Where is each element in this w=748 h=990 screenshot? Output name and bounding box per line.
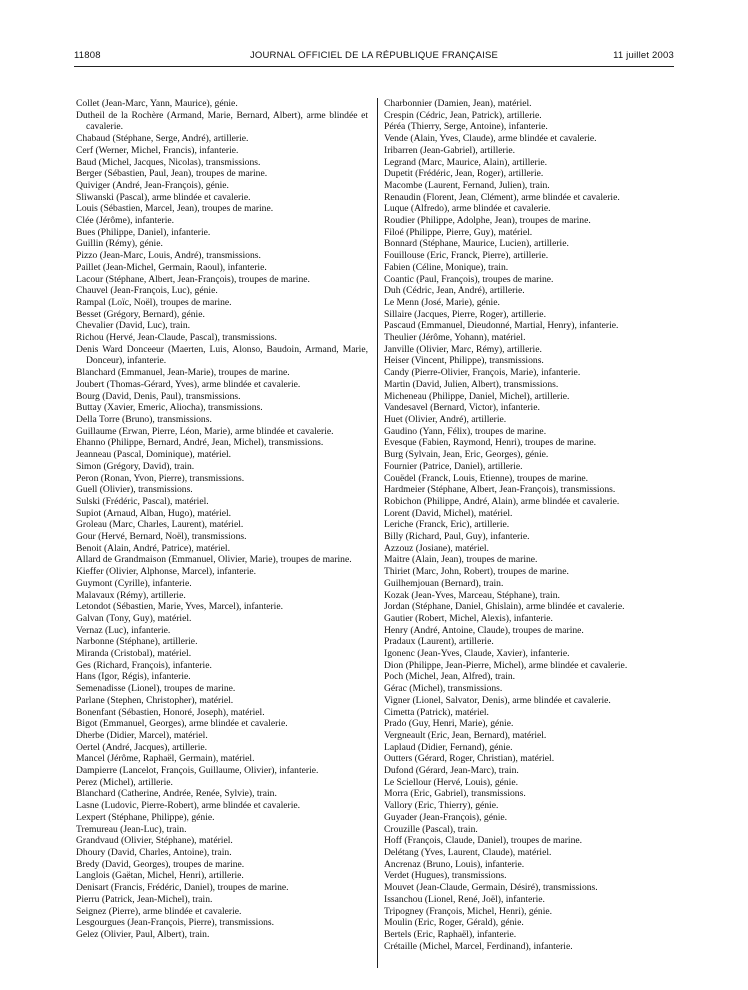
- list-item: Legrand (Marc, Maurice, Alain), artillerie.: [384, 156, 548, 168]
- list-item: Allard de Grandmaison (Emmanuel, Olivier, Marie), troupes de marine.: [76, 554, 352, 566]
- list-item: Parlane (Stephen, Christopher), matériel.: [76, 694, 234, 706]
- list-item: Maitre (Alain, Jean), troupes de marine.: [384, 554, 538, 566]
- list-item: Guell (Olivier), transmissions.: [76, 484, 193, 496]
- list-item: Guilhemjouan (Bernard), train.: [384, 577, 504, 589]
- list-item: Narbonne (Stéphane), artillerie.: [76, 636, 198, 648]
- list-item: Gérac (Michel), transmissions.: [384, 683, 503, 695]
- list-item: Henry (André, Antoine, Claude), troupes de marine.: [384, 624, 584, 636]
- list-item: Outters (Gérard, Roger, Christian), matériel.: [384, 753, 555, 765]
- journal-title: JOURNAL OFFICIEL DE LA RÉPUBLIQUE FRANÇAISE: [249, 50, 499, 61]
- page-number: 11808: [74, 50, 101, 61]
- list-item: Dion (Philippe, Jean-Pierre, Michel), arme blindée et cavalerie.: [384, 659, 628, 671]
- list-item: Jordan (Stéphane, Daniel, Ghislain), arme blindée et cavalerie.: [384, 601, 625, 613]
- list-item: Chabaud (Stéphane, Serge, André), artillerie.: [76, 133, 249, 145]
- list-item: Joubert (Thomas-Gérard, Yves), arme blindée et cavalerie.: [76, 378, 301, 390]
- list-item: Lacour (Stéphane, Albert, Jean-François), troupes de marine.: [76, 273, 310, 285]
- list-item: Filoé (Philippe, Pierre, Guy), matériel.: [384, 226, 533, 238]
- list-item: Cerf (Werner, Michel, Francis), infanterie.: [76, 144, 239, 156]
- list-item: Bonnard (Stéphane, Maurice, Lucien), artillerie.: [384, 238, 569, 250]
- list-item: Renaudin (Florent, Jean, Clément), arme blindée et cavalerie.: [384, 191, 620, 203]
- list-item: Besset (Grégory, Bernard), génie.: [76, 308, 205, 320]
- list-item: Martin (David, Julien, Albert), transmissions.: [384, 378, 559, 390]
- list-item: Quiviger (André, Jean-François), génie.: [76, 179, 229, 191]
- list-item: Benoit (Alain, André, Patrice), matériel.: [76, 542, 230, 554]
- list-item: Simon (Grégory, David), train.: [76, 460, 195, 472]
- list-item: Tremureau (Jean-Luc), train.: [76, 823, 187, 835]
- list-item: Vigner (Lionel, Salvator, Denis), arme blindée et cavalerie.: [384, 694, 611, 706]
- page-header: [74, 50, 674, 67]
- list-item: Malavaux (Rémy), artillerie.: [76, 589, 186, 601]
- list-item: Vernaz (Luc), infanterie.: [76, 624, 171, 636]
- list-item: Berger (Sébastien, Paul, Jean), troupes de marine.: [76, 168, 268, 180]
- list-item: Micheneau (Philippe, Daniel, Michel), artillerie.: [384, 390, 570, 402]
- list-item: Groleau (Marc, Charles, Laurent), matériel.: [76, 519, 244, 531]
- list-item: Bues (Philippe, Daniel), infanterie.: [76, 226, 211, 238]
- list-item: Kozak (Jean-Yves, Marceau, Stéphane), train.: [384, 589, 560, 601]
- list-item: Collet (Jean-Marc, Yann, Maurice), génie.: [76, 98, 238, 109]
- list-item: Mouvet (Jean-Claude, Germain, Désiré), transmissions.: [384, 882, 598, 894]
- list-item: Prado (Guy, Henri, Marie), génie.: [384, 718, 514, 730]
- list-item: Huet (Olivier, André), artillerie.: [384, 413, 507, 425]
- list-item: Langlois (Gaëtan, Michel, Henri), artillerie.: [76, 870, 244, 882]
- list-item: Chevalier (David, Luc), train.: [76, 320, 191, 332]
- list-item: Baud (Michel, Jacques, Nicolas), transmissions.: [76, 156, 261, 168]
- list-item: Sliwanski (Pascal), arme blindée et cavalerie.: [76, 191, 251, 203]
- list-item: Lasne (Ludovic, Pierre-Robert), arme blindée et cavalerie.: [76, 800, 301, 812]
- list-item: Hardmeier (Stéphane, Albert, Jean-François), transmissions.: [384, 484, 616, 496]
- list-item: Vergneault (Eric, Jean, Bernard), matériel.: [384, 729, 547, 741]
- list-item: Denis Ward Donceeur (Maerten, Luis, Alonso, Baudoin, Armand, Marie, Donceur), infanterie.: [76, 343, 368, 367]
- list-item: Fournier (Patrice, Daniel), artillerie.: [384, 460, 523, 472]
- list-item: Sulski (Frédéric, Pascal), matériel.: [76, 495, 209, 507]
- list-item: Mancel (Jérôme, Raphaël, Germain), matériel.: [76, 753, 255, 765]
- list-item: Blanchard (Catherine, Andrée, Renée, Sylvie), train.: [76, 788, 277, 800]
- list-item: Bonenfant (Sébastien, Honoré, Joseph), matériel.: [76, 706, 265, 718]
- list-item: Blanchard (Emmanuel, Jean-Marie), troupes de marine.: [76, 367, 290, 379]
- list-item: Vallory (Eric, Thierry), génie.: [384, 800, 499, 812]
- right-column: [384, 98, 676, 952]
- list-item: Pradaux (Laurent), artillerie.: [384, 636, 494, 648]
- list-item: Pascaud (Emmanuel, Dieudonné, Martial, Henry), infanterie.: [384, 320, 619, 332]
- list-item: Fouillouse (Eric, Franck, Pierre), artillerie.: [384, 250, 549, 262]
- list-item: Poch (Michel, Jean, Alfred), train.: [384, 671, 516, 683]
- list-item: Gaudino (Yann, Félix), troupes de marine.: [384, 425, 547, 437]
- list-item: Guillin (Rémy), génie.: [76, 238, 163, 250]
- list-item: Grandvaud (Olivier, Stéphane), matériel.: [76, 835, 233, 847]
- list-item: Crouzille (Pascal), train.: [384, 823, 478, 835]
- list-item: Supiot (Arnaud, Alban, Hugo), matériel.: [76, 507, 232, 519]
- list-item: Le Sciellour (Hervé, Louis), génie.: [384, 776, 518, 788]
- list-item: Denisart (Francis, Frédéric, Daniel), troupes de marine.: [76, 882, 289, 894]
- list-item: Dhoury (David, Charles, Antoine), train.: [76, 847, 232, 858]
- list-item: Crespin (Cédric, Jean, Patrick), artillerie.: [384, 109, 542, 121]
- list-item: Lexpert (Stéphane, Philippe), génie.: [76, 811, 215, 823]
- list-item: Candy (Pierre-Olivier, François, Marie), infanterie.: [384, 367, 581, 379]
- list-item: Coantic (Paul, François), troupes de marine.: [384, 273, 554, 285]
- list-item: Buttay (Xavier, Emeric, Aliocha), transmissions.: [76, 402, 263, 414]
- list-item: Azzouz (Josiane), matériel.: [384, 542, 489, 554]
- list-item: Thiriet (Marc, John, Robert), troupes de marine.: [384, 566, 569, 578]
- list-item: Seignez (Pierre), arme blindée et cavalerie.: [76, 905, 242, 917]
- list-item: Dufond (Gérard, Jean-Marc), train.: [384, 765, 519, 777]
- list-item: Couëdel (Franck, Louis, Etienne), troupes de marine.: [384, 472, 589, 484]
- list-item: Verdet (Hugues), transmissions.: [384, 870, 507, 882]
- list-item: Guillaume (Erwan, Pierre, Léon, Marie), arme blindée et cavalerie.: [76, 425, 334, 437]
- list-item: Clée (Jérôme), infanterie.: [76, 215, 175, 227]
- list-item: Bourg (David, Denis, Paul), transmissions.: [76, 390, 241, 402]
- list-item: Gelez (Olivier, Paul, Albert), train.: [76, 928, 210, 940]
- list-item: Gautier (Robert, Michel, Alexis), infanterie.: [384, 612, 553, 624]
- list-item: Issanchou (Lionel, René, Joël), infanterie.: [384, 893, 545, 905]
- list-item: Evesque (Fabien, Raymond, Henri), troupes de marine.: [384, 437, 597, 449]
- list-item: Macombe (Laurent, Fernand, Julien), train.: [384, 179, 550, 191]
- list-item: Leriche (Franck, Eric), artillerie.: [384, 519, 510, 531]
- list-item: Billy (Richard, Paul, Guy), infanterie.: [384, 531, 530, 543]
- list-item: Bertels (Eric, Raphaël), infanterie.: [384, 928, 517, 940]
- list-item: Paillet (Jean-Michel, Germain, Raoul), infanterie.: [76, 261, 267, 273]
- list-item: Bigot (Emmanuel, Georges), arme blindée et cavalerie.: [76, 718, 288, 730]
- list-item: Robichon (Philippe, André, Alain), arme blindée et cavalerie.: [384, 495, 620, 507]
- list-item: Dherbe (Didier, Marcel), matériel.: [76, 729, 208, 741]
- list-item: Dutheil de la Rochère (Armand, Marie, Bernard, Albert), arme blindée et cavalerie.: [76, 109, 368, 133]
- list-item: Semenadisse (Lionel), troupes de marine.: [76, 683, 236, 695]
- list-item: Letondot (Sébastien, Marie, Yves, Marcel), infanterie.: [76, 601, 284, 613]
- list-item: Sillaire (Jacques, Pierre, Roger), artillerie.: [384, 308, 546, 320]
- list-item: Theulier (Jérôme, Yohann), matériel.: [384, 332, 526, 344]
- list-item: Guyader (Jean-François), génie.: [384, 811, 508, 823]
- list-item: Oertel (André, Jacques), artillerie.: [76, 741, 208, 753]
- list-item: Richou (Hervé, Jean-Claude, Pascal), transmissions.: [76, 332, 277, 344]
- list-item: Morra (Eric, Gabriel), transmissions.: [384, 788, 526, 800]
- list-item: Luque (Alfredo), arme blindée et cavalerie.: [384, 203, 551, 215]
- list-item: Ges (Richard, François), infanterie.: [76, 659, 212, 671]
- list-item: Heiser (Vincent, Philippe), transmissions.: [384, 355, 544, 367]
- list-item: Pierru (Patrick, Jean-Michel), train.: [76, 893, 213, 905]
- list-item: Burg (Sylvain, Jean, Eric, Georges), génie.: [384, 449, 549, 461]
- list-item: Kieffer (Olivier, Alphonse, Marcel), infanterie.: [76, 566, 257, 578]
- list-item: Le Menn (José, Marie), génie.: [384, 296, 500, 308]
- list-item: Lorent (David, Michel), matériel.: [384, 507, 513, 519]
- list-item: Hans (Igor, Régis), infanterie.: [76, 671, 191, 683]
- list-item: Della Torre (Bruno), transmissions.: [76, 413, 212, 425]
- list-item: Dampierre (Lancelot, François, Guillaume, Olivier), infanterie.: [76, 765, 319, 777]
- list-item: Perez (Michel), artillerie.: [76, 776, 173, 788]
- list-item: Crétaille (Michel, Marcel, Ferdinand), infanterie.: [384, 940, 573, 952]
- list-item: Galvan (Tony, Guy), matériel.: [76, 612, 192, 624]
- list-item: Laplaud (Didier, Fernand), génie.: [384, 741, 513, 753]
- list-item: Vandesavel (Bernard, Victor), infanterie.: [384, 402, 540, 414]
- list-item: Lesgourgues (Jean-François, Pierre), transmissions.: [76, 917, 275, 929]
- list-item: Iribarren (Jean-Gabriel), artillerie.: [384, 144, 516, 156]
- list-item: Tripogney (François, Michel, Henri), génie.: [384, 905, 553, 917]
- list-item: Janville (Olivier, Marc, Rémy), artillerie.: [384, 343, 542, 355]
- list-item: Péréa (Thierry, Serge, Antoine), infanterie.: [384, 121, 548, 133]
- list-item: Bredy (David, Georges), troupes de marine.: [76, 858, 245, 870]
- list-item: Igonenc (Jean-Yves, Claude, Xavier), infanterie.: [384, 648, 570, 660]
- list-item: Dupetit (Frédéric, Jean, Roger), artillerie.: [384, 168, 544, 180]
- list-item: Rampal (Loïc, Noël), troupes de marine.: [76, 296, 232, 308]
- list-item: Ancrenaz (Bruno, Louis), infanterie.: [384, 858, 525, 870]
- list-item: Cimetta (Patrick), matériel.: [384, 706, 489, 718]
- list-item: Guymont (Cyrille), infanterie.: [76, 577, 192, 589]
- list-item: Pizzo (Jean-Marc, Louis, André), transmissions.: [76, 250, 261, 262]
- list-item: Miranda (Cristobal), matériel.: [76, 648, 192, 660]
- list-item: Fabien (Céline, Monique), train.: [384, 261, 509, 273]
- list-item: Charbonnier (Damien, Jean), matériel.: [384, 98, 532, 109]
- list-item: Duh (Cédric, Jean, André), artillerie.: [384, 285, 525, 297]
- list-item: Ehanno (Philippe, Bernard, André, Jean, Michel), transmissions.: [76, 437, 324, 449]
- list-item: Delétang (Yves, Laurent, Claude), matériel.: [384, 847, 552, 858]
- list-item: Peron (Ronan, Yvon, Pierre), transmissions.: [76, 472, 245, 484]
- list-item: Louis (Sébastien, Marcel, Jean), troupes de marine.: [76, 203, 274, 215]
- column-divider: [377, 98, 378, 968]
- issue-date: 11 juillet 2003: [613, 50, 674, 61]
- list-item: Moulin (Eric, Roger, Gérald), génie.: [384, 917, 524, 929]
- list-item: Gour (Hervé, Bernard, Noël), transmissions.: [76, 531, 247, 543]
- list-item: Chauvel (Jean-François, Luc), génie.: [76, 285, 218, 297]
- list-item: Roudier (Philippe, Adolphe, Jean), troupes de marine.: [384, 215, 591, 227]
- list-item: Jeanneau (Pascal, Dominique), matériel.: [76, 449, 232, 461]
- list-item: Hoff (François, Claude, Daniel), troupes de marine.: [384, 835, 583, 847]
- list-item: Vende (Alain, Yves, Claude), arme blindée et cavalerie.: [384, 133, 597, 145]
- left-column: [76, 98, 368, 941]
